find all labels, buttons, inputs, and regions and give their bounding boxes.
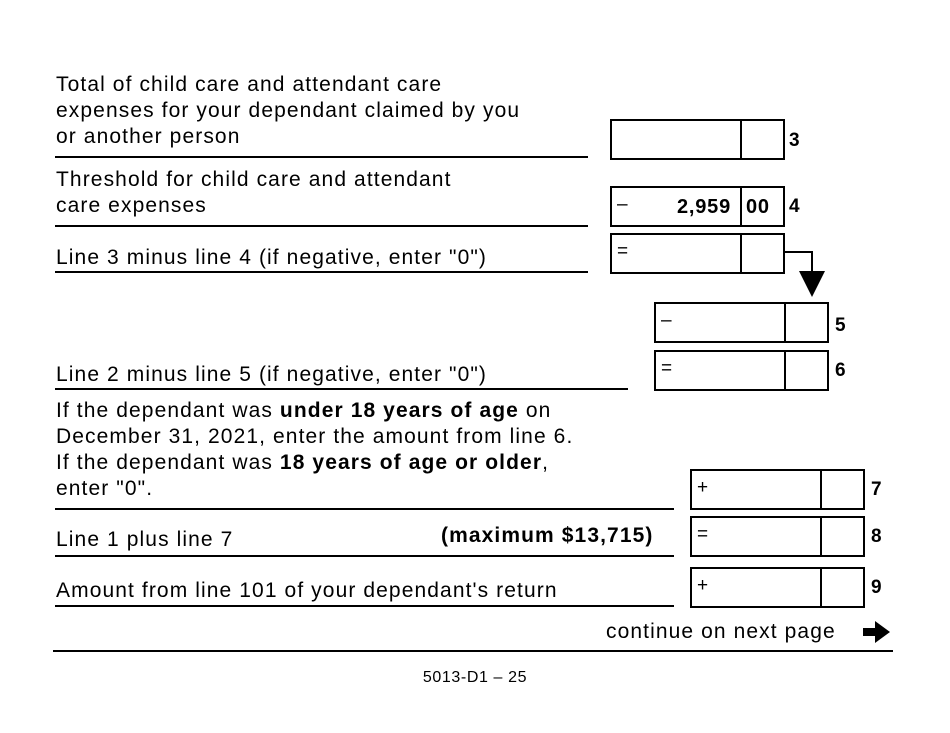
down-arrow-icon <box>780 250 830 300</box>
line-number-6: 6 <box>835 360 846 381</box>
line4-label-1: Threshold for child care and attendant <box>56 168 452 191</box>
cents-divider <box>820 518 822 555</box>
line-number-9: 9 <box>871 577 882 598</box>
equals-operator: = <box>697 524 709 545</box>
cents-divider <box>740 121 742 158</box>
line7-label-1: If the dependant was under 18 years of age on <box>56 399 552 422</box>
line5-amount-field[interactable] <box>654 302 829 343</box>
cents-divider <box>820 471 822 508</box>
page-footer: 5013-D1 – 25 <box>422 669 528 686</box>
cents-divider <box>784 352 786 389</box>
line8-maximum: (maximum $13,715) <box>441 524 654 547</box>
equals-operator: = <box>617 241 629 262</box>
line3-label-2: expenses for your dependant claimed by you <box>56 99 521 122</box>
line6-amount-field[interactable] <box>654 350 829 391</box>
cents-divider <box>784 304 786 341</box>
line-diff34-underline <box>55 271 588 273</box>
line6-underline <box>55 388 628 390</box>
line9-label: Amount from line 101 of your dependant's return <box>56 579 558 602</box>
line3-underline <box>55 156 588 158</box>
line8-amount-field[interactable] <box>690 516 865 557</box>
equals-operator: = <box>661 358 673 379</box>
line3-amount-field[interactable] <box>610 119 785 160</box>
line7-amount-field[interactable] <box>690 469 865 510</box>
cents-divider <box>820 569 822 606</box>
cents-divider <box>740 235 742 272</box>
line-diff34-amount-field[interactable] <box>610 233 785 274</box>
line-number-5: 5 <box>835 315 846 336</box>
line-number-3: 3 <box>789 130 800 151</box>
line8-label: Line 1 plus line 7 <box>56 528 234 551</box>
line3-label-3: or another person <box>56 125 241 148</box>
line3-label-1: Total of child care and attendant care <box>56 73 443 96</box>
minus-operator: – <box>661 310 672 331</box>
line4-cents: 00 <box>746 196 770 218</box>
line9-amount-field[interactable] <box>690 567 865 608</box>
line7-underline <box>55 508 674 510</box>
line4-underline <box>55 225 588 227</box>
line6-label: Line 2 minus line 5 (if negative, enter "0") <box>56 363 488 386</box>
line-number-4: 4 <box>789 196 800 217</box>
cents-divider <box>740 188 742 225</box>
plus-operator: + <box>697 477 709 498</box>
line7-label-4: enter "0". <box>56 477 154 500</box>
arrow-right-icon <box>862 620 892 644</box>
line-number-8: 8 <box>871 526 882 547</box>
line9-underline <box>55 605 674 607</box>
plus-operator: + <box>697 575 709 596</box>
line-diff34-label: Line 3 minus line 4 (if negative, enter "0") <box>56 246 488 269</box>
line-number-7: 7 <box>871 479 882 500</box>
line4-dollars: 2,959 <box>676 196 731 218</box>
minus-operator: – <box>617 194 628 215</box>
line4-amount-field[interactable] <box>610 186 785 227</box>
line8-underline <box>55 555 674 557</box>
line7-label-3: If the dependant was 18 years of age or older, <box>56 451 550 474</box>
page-bottom-rule <box>53 650 893 652</box>
line4-label-2: care expenses <box>56 194 207 217</box>
line7-label-2: December 31, 2021, enter the amount from line 6. <box>56 425 574 448</box>
continue-text: continue on next page <box>606 620 836 643</box>
